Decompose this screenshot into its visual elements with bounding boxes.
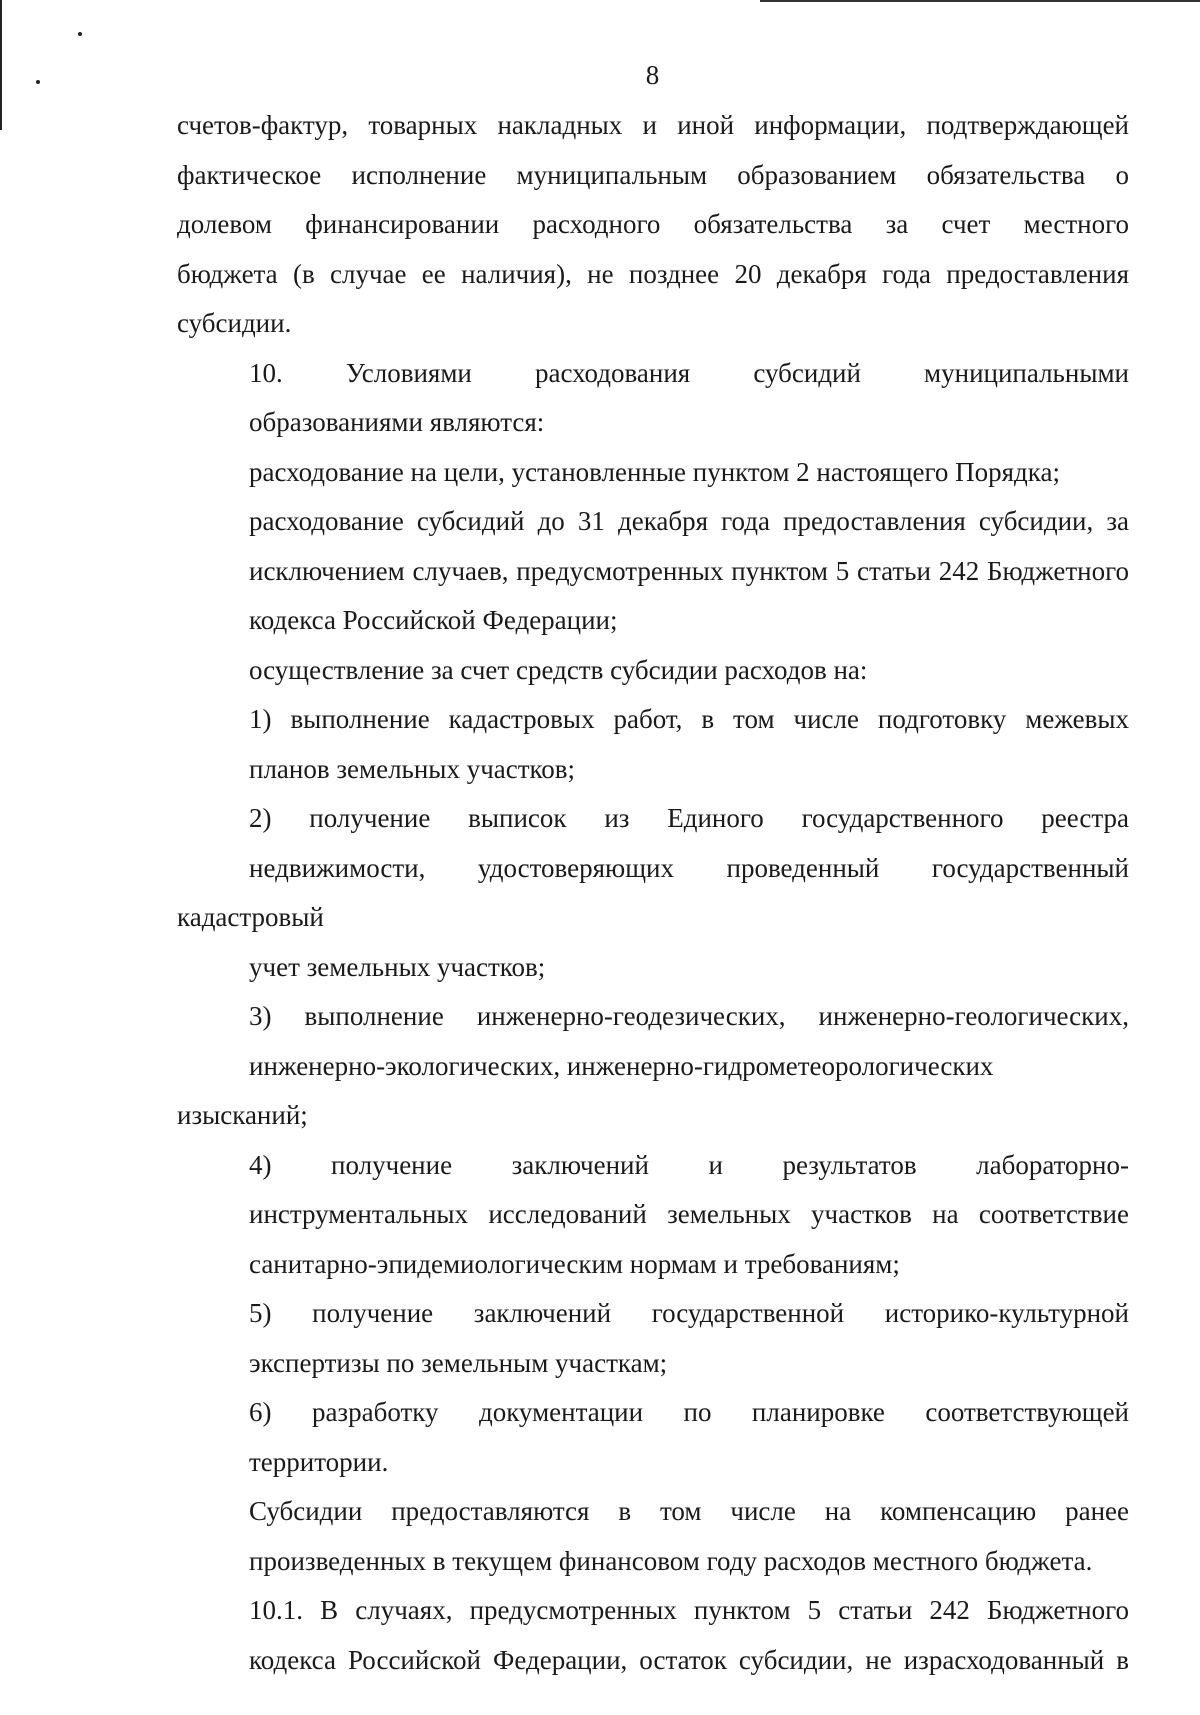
text-line: 2) получение выписок из Единого государственного реестра bbox=[249, 803, 1129, 833]
text-line: 4) получение заключений и результатов лабораторно- bbox=[249, 1149, 1129, 1180]
paragraph bbox=[177, 1388, 1129, 1487]
text-line-last: расходование на цели, установленные пунктом 2 настоящего Порядка; bbox=[249, 456, 1060, 487]
text-line-last: учет земельных участков; bbox=[249, 951, 546, 982]
text-line: 10.1. В случаях, предусмотренных пунктом 5 статьи 242 Бюджетного bbox=[249, 1595, 1129, 1625]
text-line: 3) выполнение инженерно-геодезических, инженерно-геологических, bbox=[249, 1001, 1129, 1031]
text-line: 6) разработку документации по планировке соответствующей bbox=[249, 1397, 1129, 1427]
text-line-last: образованиями являются: bbox=[249, 407, 545, 437]
paragraph bbox=[177, 1586, 1129, 1685]
text-line-last: инженерно-экологических, инженерно-гидрометеорологических изысканий; bbox=[177, 1050, 994, 1130]
document-body bbox=[177, 101, 1129, 1685]
paragraph bbox=[177, 646, 1129, 696]
text-line-last: экспертизы по земельным участкам; bbox=[249, 1347, 668, 1378]
text-line: кодекса Российской Федерации, остаток субсидии, не израсходованный в bbox=[249, 1644, 1129, 1675]
scan-speck bbox=[78, 32, 82, 36]
text-line-last: планов земельных участков; bbox=[249, 753, 576, 784]
paragraph bbox=[177, 1141, 1129, 1290]
text-line-last: санитарно-эпидемиологическим нормам и требованиям; bbox=[249, 1248, 900, 1279]
text-line: долевом финансировании расходного обязательства за счет местного bbox=[177, 209, 1129, 239]
text-line: инструментальных исследований земельных участков на соответствие bbox=[249, 1199, 1129, 1229]
page-number: 8 bbox=[645, 60, 660, 90]
paragraph bbox=[177, 349, 1129, 448]
text-line: недвижимости, удостоверяющих проведенный государственный кадастровый bbox=[177, 852, 1129, 932]
text-line: счетов-фактур, товарных накладных и иной информации, подтверждающей bbox=[177, 110, 1129, 140]
text-line: 5) получение заключений государственной историко-культурной bbox=[249, 1298, 1129, 1328]
text-line-last: произведенных в текущем финансовом году расходов местного бюджета. bbox=[249, 1545, 1093, 1576]
paragraph bbox=[177, 992, 1129, 1141]
paragraph bbox=[177, 1289, 1129, 1388]
text-line: исключением случаев, предусмотренных пунктом 5 статьи 242 Бюджетного bbox=[249, 555, 1129, 586]
text-line-last: территории. bbox=[249, 1446, 389, 1477]
paragraph bbox=[177, 695, 1129, 794]
text-line: Субсидии предоставляются в том числе на компенсацию ранее bbox=[249, 1496, 1129, 1526]
text-line: фактическое исполнение муниципальным образованием обязательства о bbox=[177, 159, 1129, 190]
paragraph bbox=[177, 497, 1129, 646]
paragraph bbox=[177, 1487, 1129, 1586]
text-line-last: кодекса Российской Федерации; bbox=[249, 605, 618, 635]
paragraph bbox=[177, 794, 1129, 992]
text-line: бюджета (в случае ее наличия), не позднее 20 декабря года предоставления bbox=[177, 258, 1129, 289]
paragraph bbox=[177, 448, 1129, 498]
text-line: 1) выполнение кадастровых работ, в том числе подготовку межевых bbox=[249, 704, 1129, 734]
paragraph bbox=[177, 101, 1129, 349]
text-line-last: осуществление за счет средств субсидии расходов на: bbox=[249, 654, 868, 685]
scan-top-rule bbox=[760, 0, 1200, 2]
text-line: 10. Условиями расходования субсидий муниципальными bbox=[249, 357, 1129, 388]
text-line: расходование субсидий до 31 декабря года предоставления субсидии, за bbox=[249, 506, 1129, 536]
text-line-last: субсидии. bbox=[177, 308, 292, 338]
